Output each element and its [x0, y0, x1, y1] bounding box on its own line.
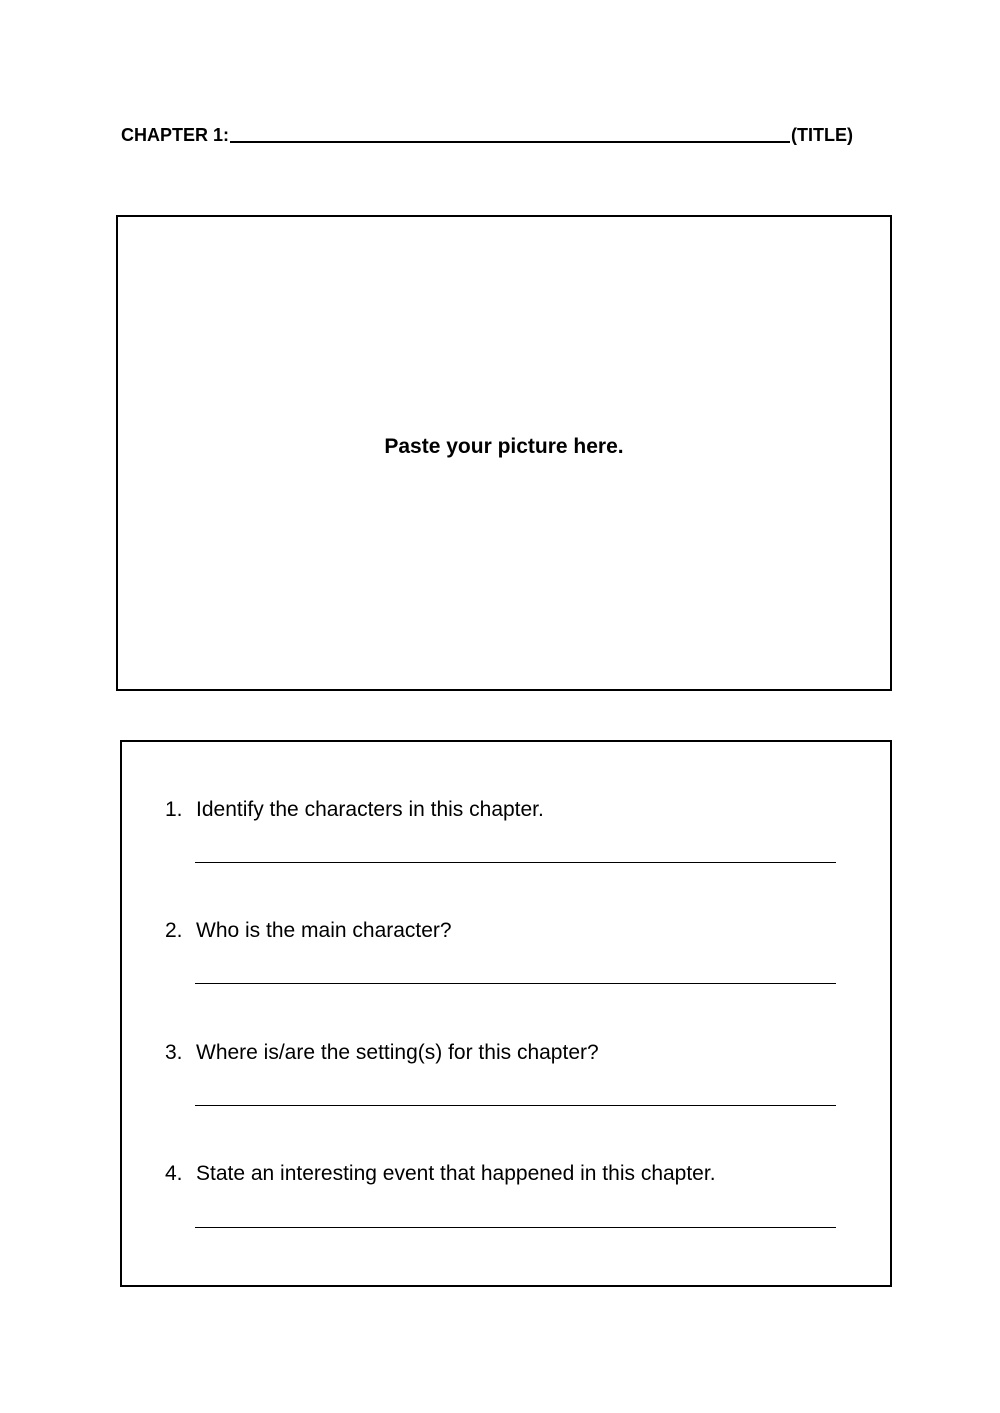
question-number: 1.	[165, 798, 183, 821]
title-label: (TITLE)	[791, 125, 853, 145]
question-text: Where is/are the setting(s) for this chapter?	[196, 1041, 599, 1064]
answer-line-1[interactable]	[195, 862, 836, 863]
question-text: Identify the characters in this chapter.	[196, 798, 544, 821]
answer-line-3[interactable]	[195, 1105, 836, 1106]
question-number: 4.	[165, 1162, 183, 1185]
questions-box	[120, 740, 892, 1287]
question-number: 2.	[165, 919, 183, 942]
picture-paste-area[interactable]	[116, 215, 892, 691]
question-4	[165, 1162, 845, 1186]
answer-line-4[interactable]	[195, 1227, 836, 1228]
picture-prompt: Paste your picture here.	[384, 435, 624, 458]
question-1	[165, 798, 845, 822]
question-3	[165, 1041, 845, 1065]
answer-line-2[interactable]	[195, 983, 836, 984]
chapter-title-blank[interactable]	[230, 125, 790, 143]
question-2	[165, 919, 845, 943]
chapter-label: CHAPTER 1:	[121, 125, 230, 145]
chapter-title-line	[121, 120, 881, 146]
question-number: 3.	[165, 1041, 183, 1064]
question-text: Who is the main character?	[196, 919, 452, 942]
question-text: State an interesting event that happened in this chapter.	[196, 1162, 716, 1185]
